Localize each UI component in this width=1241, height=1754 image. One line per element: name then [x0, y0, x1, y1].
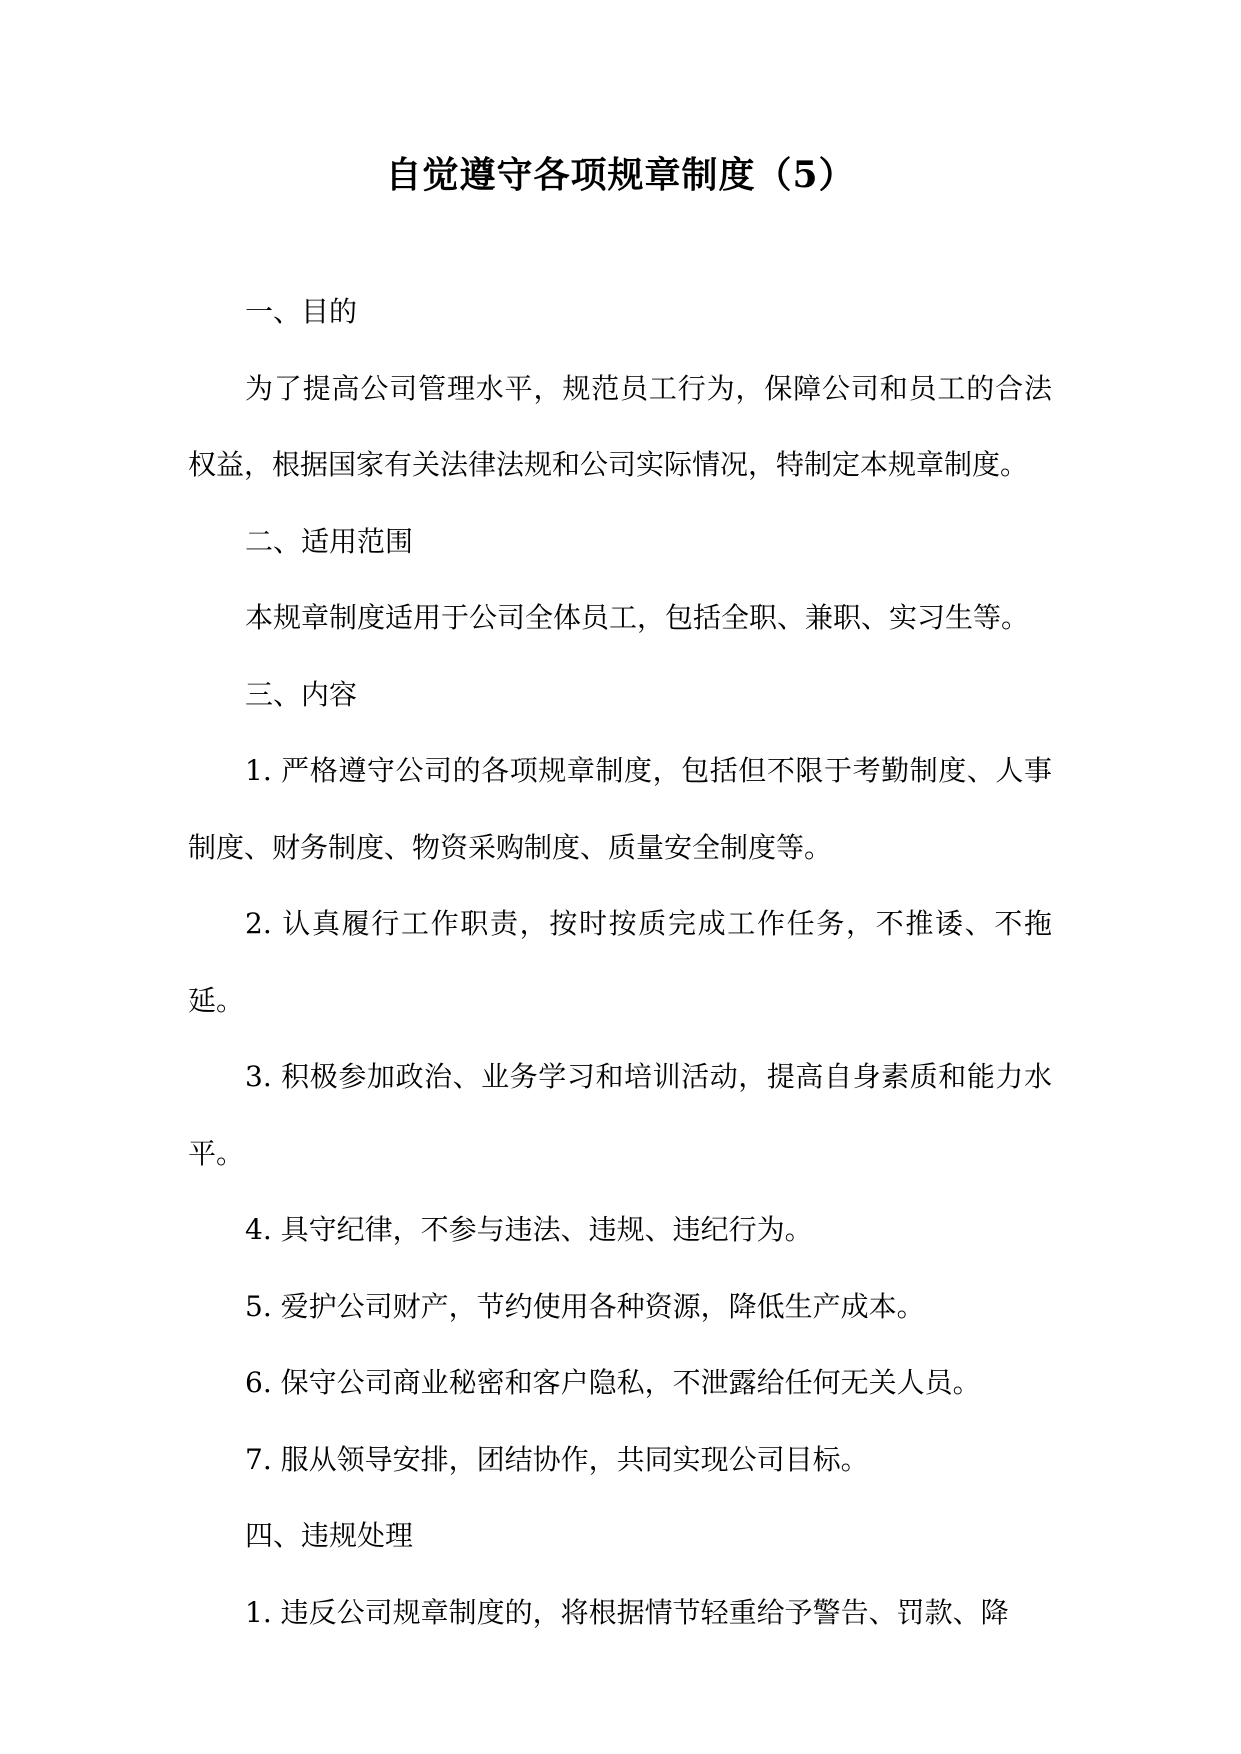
section-heading-purpose: 一、目的	[245, 295, 358, 328]
section-heading-violations: 四、违规处理	[245, 1519, 414, 1552]
paragraph-scope: 本规章制度适用于公司全体员工，包括全职、兼职、实习生等。	[245, 601, 1030, 634]
content-item-3: 3. 积极参加政治、业务学习和培训活动，提高自身素质和能力水平。	[188, 1060, 1052, 1170]
content-item-1: 1. 严格遵守公司的各项规章制度，包括但不限于考勤制度、人事制度、财务制度、物资采购制度、质量安全制度等。	[188, 754, 1052, 864]
violation-item-1: 1. 违反公司规章制度的，将根据情节轻重给予警告、罚款、降	[245, 1595, 1009, 1629]
content-item-2: 2. 认真履行工作职责，按时按质完成工作任务，不推诿、不拖延。	[188, 907, 1052, 1017]
section-heading-scope: 二、适用范围	[245, 524, 414, 558]
content-item-6: 6. 保守公司商业秘密和客户隐私，不泄露给任何无关人员。	[245, 1366, 981, 1399]
content-item-4: 4. 具守纪律，不参与违法、违规、违纪行为。	[245, 1213, 813, 1246]
document-body	[188, 274, 1052, 1651]
section-heading-content: 三、内容	[245, 677, 358, 711]
paragraph-purpose: 为了提高公司管理水平，规范员工行为，保障公司和员工的合法权益，根据国家有关法律法规和公司实际情况，特制定本规章制度。	[188, 371, 1052, 481]
document-title: 自觉遵守各项规章制度（5）	[385, 154, 856, 196]
content-item-5: 5. 爱护公司财产，节约使用各种资源，降低生产成本。	[245, 1289, 925, 1323]
content-item-7: 7. 服从领导安排，团结协作，共同实现公司目标。	[245, 1442, 869, 1476]
